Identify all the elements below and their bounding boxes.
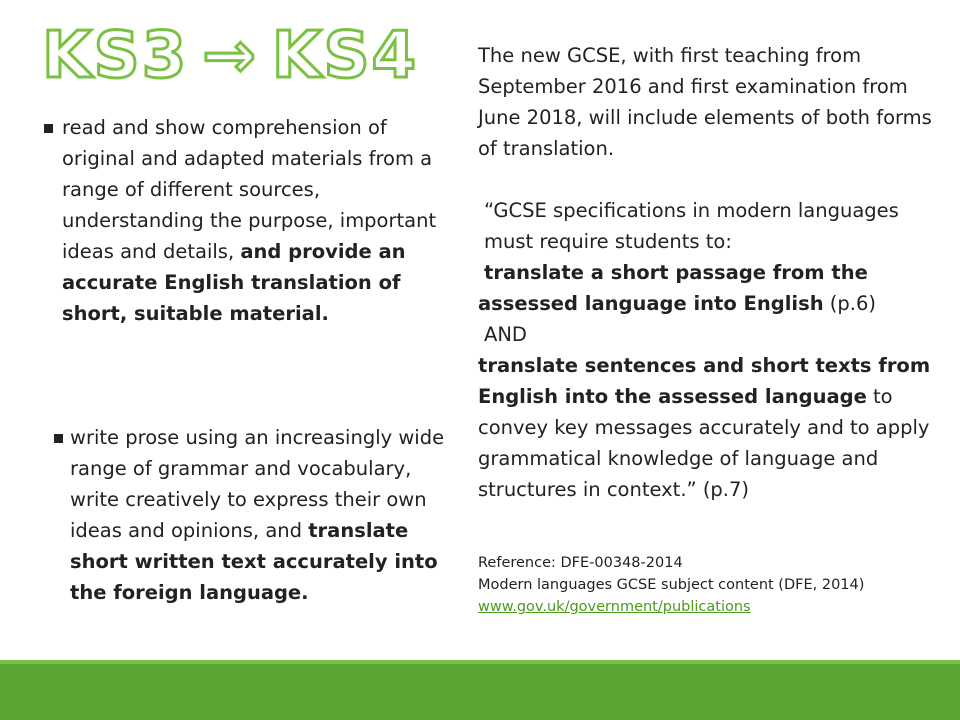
slide-title [42, 18, 418, 94]
bullet-2-plain: write prose using an increasingly wide range of grammar and vocabulary, write creatively to express their own ideas and opinions, and [70, 426, 445, 542]
bullet-2-bold: translate short written text accurately into the foreign language. [70, 519, 438, 604]
requirement-1-ref: (p.6) [829, 292, 876, 315]
title-ks4: KS4 [271, 19, 419, 93]
bullet-comprehension [44, 112, 457, 329]
quote-open: “GCSE specifications in modern languages must require students to: [484, 199, 899, 253]
requirement-2-rest: to convey key messages accurately and to apply grammatical knowledge of language and structures in context.” (p.7) [478, 385, 930, 501]
bullet-1-plain: read and show comprehension of original and adapted materials from a range of different sources, understanding the purpose, important ideas and details, [62, 116, 437, 263]
requirement-2 [478, 350, 948, 505]
requirement-1-bold: translate a short passage from the assessed language into English [478, 261, 868, 315]
footer-bar [0, 664, 960, 720]
reference-block [478, 552, 948, 618]
publications-link[interactable]: www.gov.uk/government/publications [478, 599, 751, 615]
reference-id: Reference: DFE-00348-2014 [478, 555, 683, 571]
requirement-1 [478, 257, 948, 319]
and-label: AND [484, 323, 527, 346]
requirement-2-bold: translate sentences and short texts from English into the assessed language [478, 354, 931, 408]
title-ks3: KS3 [42, 19, 189, 93]
square-bullet-icon [44, 124, 53, 133]
square-bullet-icon [54, 434, 63, 443]
bullet-1-bold: and provide an accurate English translation of short, suitable material. [62, 240, 406, 325]
intro-paragraph: The new GCSE, with first teaching from September 2016 and first examination from June 2018, will include elements of both forms of translation. [478, 44, 932, 160]
bullet-write-prose [54, 422, 465, 608]
reference-title: Modern languages GCSE subject content (DFE, 2014) [478, 577, 865, 593]
right-column [478, 40, 948, 505]
arrow-right-icon: → [202, 19, 258, 93]
